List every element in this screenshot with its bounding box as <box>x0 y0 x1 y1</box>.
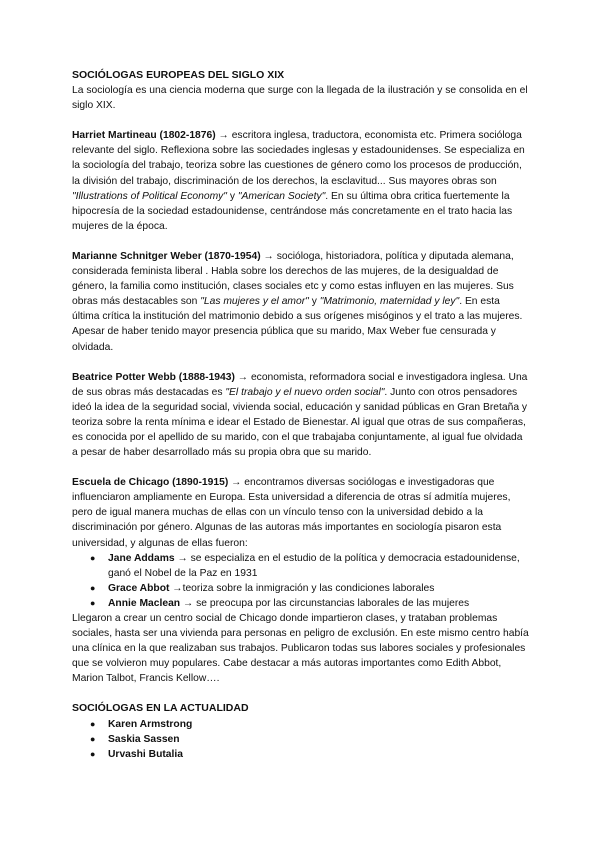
webb-paragraph <box>72 370 530 461</box>
sociologist-name: Karen Armstrong <box>108 718 193 730</box>
arrow: → <box>215 130 232 142</box>
list-item <box>72 581 530 596</box>
list-item <box>72 732 530 747</box>
author-name: Grace Abbot <box>108 582 170 594</box>
bullet-icon: ● <box>90 582 96 593</box>
chicago-text-1: encontramos diversas sociólogas e investigadoras que influenciaron ampliamente en Europa. Esta universidad a diferencia de otras sí admitía mujeres, pero de igual manera muchas de ellas con un vínculo tenso con la universidad debido a la discriminación por género. Algunas de las autoras más importantes en sociología pisaron esta universidad, y algunas de ellas fueron: <box>72 477 511 549</box>
chicago-paragraph <box>72 475 530 550</box>
list-item <box>72 596 530 611</box>
arrow: → <box>228 477 245 489</box>
arrow: → <box>234 371 251 383</box>
weber-text-2: . En esta última crítica la institución del matrimonio debido a sus orígenes misóginos y el trato a las mujeres. Apesar de haber tenido mayor presencia pública que su marido, Max Weber fue censurada y olvidada. <box>72 296 523 353</box>
martineau-work-1: "Illustrations of Political Economy" <box>72 190 227 202</box>
bullet-icon: ● <box>90 597 96 608</box>
bullet-icon: ● <box>90 552 96 563</box>
webb-text-1: economista, reformadora social e investigadora inglesa. Una de sus obras más destacadas es <box>72 371 528 398</box>
intro-paragraph: La sociología es una ciencia moderna que surge con la llegada de la ilustración y se consolida en el siglo XIX. <box>72 85 528 112</box>
martineau-text-1: escritora inglesa, traductora, economista etc. Primera socióloga relevante del siglo. Reflexiona sobre las sociedades inglesas y estadounidenses. Se especializa en la sociología del trabajo, teoriza sobre las cuestiones de género como los procesos de producción, la división del trabajo, discriminación de los derechos, la esclavitud... Sus mayores obras son <box>72 130 525 187</box>
list-item <box>72 551 530 581</box>
sociologist-name: Saskia Sassen <box>108 733 180 745</box>
martineau-name: Harriet Martineau (1802-1876) <box>72 130 216 142</box>
weber-paragraph <box>72 249 530 355</box>
author-name: Jane Addams <box>108 552 175 564</box>
section-title-actualidad: SOCIÓLOGAS EN LA ACTUALIDAD <box>72 702 249 715</box>
chicago-authors-list <box>72 551 530 611</box>
weber-text-1: socióloga, historiadora, política y diputada alemana, considerada feminista liberal . Habla sobre los derechos de las mujeres, de la desigualdad de género, la familia como institución, clases sociales etc y como estas influyen en las mujeres. Sus obras más destacables son <box>72 250 514 308</box>
list-item <box>72 747 530 762</box>
arrow: → <box>260 250 277 262</box>
document-page <box>72 68 530 762</box>
current-sociologists-list <box>72 717 530 762</box>
sociologist-name: Urvashi Butalia <box>108 748 183 760</box>
conjunction: y <box>308 296 320 308</box>
list-item <box>72 717 530 732</box>
martineau-paragraph <box>72 128 530 234</box>
author-description: →teoriza sobre la inmigración y las condiciones laborales <box>169 582 435 594</box>
webb-text-2: . Junto con otros pensadores ideó la idea de la seguridad social, vivienda social, educación y sanidad públicas en Gran Bretaña y teoriza sobre la renta mínima e idear el Estado de Bienestar. Al igual que otras de sus compañeras, es conocida por el apellido de su marido, con el que trabajaba conjuntamente, al igual fue olvidada a pesar de haber desarrollado más su propia obra que su marido. <box>72 386 528 459</box>
webb-work-1: "El trabajo y el nuevo orden social" <box>225 386 385 398</box>
weber-name: Marianne Schnitger Weber (1870-1954) <box>72 250 261 262</box>
author-name: Annie Maclean <box>108 597 181 609</box>
author-description: → se especializa en el estudio de la política y democracia estadounidense, ganó el Nobel de la Paz en 1931 <box>108 552 520 579</box>
weber-work-2: "Matrimonio, maternidad y ley" <box>319 296 460 308</box>
martineau-work-2: "American Society" <box>237 190 326 202</box>
section-title-europeas: SOCIÓLOGAS EUROPEAS DEL SIGLO XIX <box>72 69 285 81</box>
martineau-text-2: . En su última obra critica fuertemente la hipocresía de la sociedad estadounidense, centrándose más concretamente en el trato hacia las mujeres de la época. <box>72 190 513 232</box>
bullet-icon: ● <box>90 733 96 744</box>
author-description: → se preocupa por las circunstancias laborales de las mujeres <box>180 597 470 609</box>
webb-name: Beatrice Potter Webb (1888-1943) <box>72 371 235 383</box>
conjunction: y <box>226 190 238 202</box>
weber-work-1: "Las mujeres y el amor" <box>200 296 309 308</box>
chicago-name: Escuela de Chicago (1890-1915) <box>72 477 229 489</box>
chicago-paragraph-2: Llegaron a crear un centro social de Chicago donde impartieron clases, y trataban problemas sociales, hasta ser una vivienda para personas en peligro de exclusión. En este mismo centro había una clínica en la que realizaban sus trabajos. Publicaron todas sus labores sociales y profesionales que se volvieron muy populares. Cabe destacar a más autoras importantes como Edith Abbot, Marion Talbot, Francis Kellow…. <box>72 613 529 685</box>
bullet-icon: ● <box>90 748 96 759</box>
bullet-icon: ● <box>90 718 96 729</box>
